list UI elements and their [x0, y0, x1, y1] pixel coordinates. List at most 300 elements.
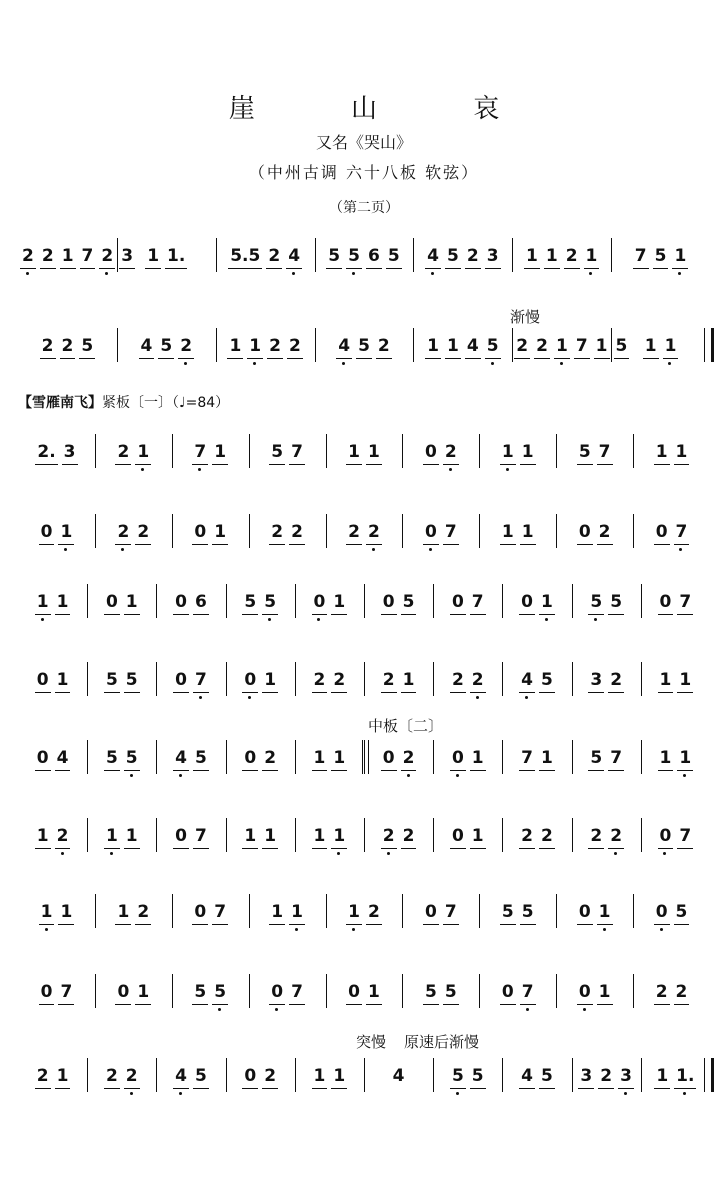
measure — [641, 1066, 710, 1102]
note: 1 — [679, 748, 692, 768]
note: 5 — [328, 246, 341, 266]
note: 1 — [333, 748, 346, 768]
note: 7 — [444, 522, 457, 542]
measure — [556, 522, 633, 558]
note: 2 — [36, 1066, 49, 1086]
note: 1 — [61, 246, 74, 266]
note: 1 — [333, 592, 346, 612]
measure — [18, 1066, 87, 1102]
note: 6 — [367, 246, 380, 266]
measure — [402, 442, 479, 478]
measure — [326, 902, 403, 938]
note: 7 — [521, 982, 534, 1002]
note: 1 — [679, 670, 692, 690]
measure — [295, 748, 364, 784]
measure — [433, 592, 502, 628]
note: 2 — [590, 826, 603, 846]
measure — [249, 522, 326, 558]
note: 0 — [659, 592, 672, 612]
note: 6 — [194, 592, 207, 612]
staff-row — [18, 880, 710, 940]
measure — [326, 522, 403, 558]
note: 1 — [137, 442, 150, 462]
note: 2 — [137, 902, 150, 922]
note: 1. — [167, 246, 186, 266]
measure — [18, 592, 87, 628]
note: 1 — [40, 902, 53, 922]
measure — [87, 592, 156, 628]
note: 1 — [249, 336, 262, 356]
double-bar-line — [362, 740, 369, 774]
measure — [87, 826, 156, 862]
note: 1 — [147, 246, 160, 266]
measure — [249, 982, 326, 1018]
note: 5 — [654, 246, 667, 266]
measure — [572, 592, 641, 628]
measure — [433, 670, 502, 706]
note: 7 — [291, 442, 303, 462]
note: 1 — [585, 246, 598, 266]
note: 0 — [521, 592, 533, 612]
measure — [18, 902, 95, 938]
measure — [502, 592, 571, 628]
note: 5 — [578, 442, 591, 462]
measure — [226, 592, 295, 628]
measure — [216, 246, 315, 282]
note: 3 — [63, 442, 76, 462]
note: 0 — [175, 592, 187, 612]
measure — [433, 748, 502, 784]
note: 1 — [656, 1066, 669, 1086]
note: 1 — [447, 336, 459, 356]
note: 2 — [117, 522, 130, 542]
page-note: （第二页） — [329, 200, 399, 216]
note: 2 — [56, 826, 69, 846]
note: 2 — [117, 442, 130, 462]
note: 0 — [271, 982, 284, 1002]
measure — [556, 442, 633, 478]
note: 2. — [37, 442, 56, 462]
note: 2 — [382, 670, 395, 690]
note: 2 — [137, 522, 150, 542]
note: 1 — [655, 442, 668, 462]
note: 5 — [540, 670, 553, 690]
note: 2 — [565, 246, 578, 266]
measure — [572, 670, 641, 706]
note: 1 — [402, 670, 415, 690]
measure — [95, 902, 172, 938]
note: 5 — [447, 246, 459, 266]
note: 1 — [644, 336, 657, 356]
note: 2 — [41, 246, 54, 266]
note: 2 — [125, 1066, 138, 1086]
note: 7 — [598, 442, 611, 462]
note: 2 — [610, 826, 623, 846]
note: 1 — [105, 826, 118, 846]
note: 2 — [288, 336, 301, 356]
note: 2 — [22, 246, 34, 266]
note: 1 — [664, 336, 677, 356]
measure — [95, 442, 172, 478]
measure — [364, 670, 433, 706]
note: 7 — [214, 902, 227, 922]
note: 5 — [194, 1066, 207, 1086]
note: 1 — [348, 902, 360, 922]
note: 5 — [590, 592, 603, 612]
measure — [87, 1066, 156, 1102]
note: 1 — [674, 246, 687, 266]
note: 1 — [598, 982, 611, 1002]
note: 2 — [264, 1066, 277, 1086]
note: 5 — [125, 670, 138, 690]
note: 1 — [313, 1066, 326, 1086]
note: 2 — [271, 522, 284, 542]
measure — [402, 902, 479, 938]
note: 1 — [214, 442, 227, 462]
staff-row — [18, 500, 710, 560]
note: 0 — [244, 1066, 257, 1086]
measure — [295, 1066, 364, 1102]
staff-row — [18, 960, 710, 1020]
note: 2 — [382, 826, 395, 846]
note: 4 — [338, 336, 351, 356]
measure — [18, 670, 87, 706]
note: 0 — [348, 982, 360, 1002]
note: 1 — [229, 336, 242, 356]
note: 4 — [140, 336, 153, 356]
measure — [315, 246, 414, 282]
note: 7 — [194, 442, 207, 462]
note: 4 — [175, 1066, 187, 1086]
measure — [402, 982, 479, 1018]
note: 5 — [244, 592, 257, 612]
note: 2 — [268, 246, 281, 266]
note: 1 — [333, 1066, 346, 1086]
measure — [18, 336, 117, 372]
note: 4 — [56, 748, 69, 768]
note: 5 — [615, 336, 628, 356]
measure — [502, 1066, 571, 1102]
note: 2 — [675, 982, 688, 1002]
note: 0 — [105, 592, 118, 612]
measure — [172, 522, 249, 558]
note: 0 — [425, 902, 437, 922]
measure — [226, 748, 295, 784]
note: 4 — [521, 1066, 533, 1086]
measure — [611, 336, 710, 372]
note: 2 — [269, 336, 281, 356]
measure — [479, 522, 556, 558]
note: 5 — [521, 902, 534, 922]
note: 5 — [160, 336, 173, 356]
note: 2 — [61, 336, 74, 356]
note: 5 — [81, 336, 94, 356]
note: 2 — [516, 336, 529, 356]
measure — [87, 748, 156, 784]
note: 2 — [313, 670, 326, 690]
note: 1 — [675, 442, 688, 462]
measure — [117, 246, 216, 282]
section-label — [18, 392, 229, 412]
note: 1 — [501, 442, 514, 462]
metronome-mark: （♩=84） — [172, 395, 230, 411]
measure — [512, 246, 611, 282]
note: 1 — [540, 592, 553, 612]
measure — [95, 522, 172, 558]
staff-row — [18, 648, 710, 708]
note: 0 — [36, 670, 49, 690]
measure — [295, 826, 364, 862]
score-subtitle: 又名《哭山》 — [315, 133, 412, 152]
measure — [216, 336, 315, 372]
note: 0 — [425, 522, 437, 542]
measure — [18, 246, 134, 282]
note: 1 — [595, 336, 608, 356]
note: 2 — [264, 748, 277, 768]
note: 1 — [540, 748, 553, 768]
measure — [433, 1066, 502, 1102]
measure — [249, 902, 326, 938]
measure — [572, 748, 641, 784]
note: 1 — [264, 826, 277, 846]
note: 2 — [444, 442, 457, 462]
note: 4 — [288, 246, 301, 266]
note: 2 — [105, 1066, 118, 1086]
note: 1 — [471, 826, 484, 846]
note: 7 — [675, 522, 688, 542]
staff-row — [18, 570, 710, 630]
measure — [641, 826, 710, 862]
note: 5 — [214, 982, 227, 1002]
tempo-zhongban: 中板〔二〕 — [368, 717, 444, 735]
measure — [226, 670, 295, 706]
note: 3 — [620, 1066, 632, 1086]
note: 2 — [521, 826, 533, 846]
note: 5 — [444, 982, 457, 1002]
note: 2 — [367, 902, 380, 922]
measure — [502, 826, 571, 862]
note: 1 — [427, 336, 439, 356]
note: 5 — [194, 748, 207, 768]
note: 2 — [348, 522, 360, 542]
note: 0 — [578, 982, 591, 1002]
measure — [633, 522, 710, 558]
note: 5 — [125, 748, 138, 768]
note: 5 — [675, 902, 688, 922]
note: 2 — [180, 336, 193, 356]
note: 0 — [36, 748, 49, 768]
measure — [226, 826, 295, 862]
note: 0 — [425, 442, 437, 462]
note: 3 — [121, 246, 134, 266]
final-bar-line — [704, 328, 714, 362]
note: 1 — [659, 670, 672, 690]
measure — [117, 336, 216, 372]
measure — [556, 982, 633, 1018]
note: 1 — [367, 982, 380, 1002]
note: 2 — [536, 336, 548, 356]
note: 7 — [679, 826, 692, 846]
note: 1 — [313, 748, 326, 768]
tempo-slowing: 渐慢 — [510, 308, 541, 326]
note: 5 — [590, 748, 603, 768]
note: 0 — [578, 522, 591, 542]
measure — [156, 826, 225, 862]
note: 5 — [540, 1066, 553, 1086]
measure — [326, 982, 403, 1018]
score-title: 崖 山 哀 — [228, 94, 544, 124]
note: 1 — [367, 442, 380, 462]
measure — [18, 522, 95, 558]
measure — [172, 902, 249, 938]
measure — [479, 902, 556, 938]
note: 7 — [81, 246, 94, 266]
note: 0 — [40, 982, 53, 1002]
note: 1 — [521, 442, 534, 462]
note: 4 — [521, 670, 533, 690]
note: 2 — [610, 670, 623, 690]
note: 2 — [377, 336, 390, 356]
measure — [572, 1066, 641, 1102]
measure — [413, 336, 512, 372]
measure — [402, 522, 479, 558]
measure — [572, 826, 641, 862]
note: 0 — [382, 748, 395, 768]
note: 5 — [451, 1066, 464, 1086]
note: 5 — [387, 246, 400, 266]
note: 1 — [56, 670, 69, 690]
note: 0 — [655, 902, 668, 922]
note: 4 — [427, 246, 439, 266]
note: 0 — [451, 826, 464, 846]
note: 0 — [175, 826, 187, 846]
note: 7 — [679, 592, 692, 612]
measure — [611, 246, 710, 282]
note: 2 — [367, 522, 380, 542]
measure — [156, 592, 225, 628]
note: 5 — [402, 592, 415, 612]
note: 7 — [60, 982, 73, 1002]
note: 5 — [105, 748, 118, 768]
measure — [295, 592, 364, 628]
note: 1 — [333, 826, 346, 846]
note: 7 — [610, 748, 623, 768]
measure — [641, 592, 710, 628]
note: 7 — [194, 670, 207, 690]
measure — [364, 1066, 433, 1102]
note: 1 — [555, 336, 568, 356]
measure — [172, 982, 249, 1018]
note: 1 — [526, 246, 538, 266]
note: 1 — [214, 522, 227, 542]
staff-row — [18, 224, 710, 284]
measure — [18, 826, 87, 862]
measure — [87, 670, 156, 706]
measure — [364, 748, 433, 784]
measure — [156, 670, 225, 706]
measure — [295, 670, 364, 706]
note: 0 — [175, 670, 187, 690]
measure — [326, 442, 403, 478]
note: 1 — [271, 902, 284, 922]
staff-row — [18, 726, 710, 786]
note: 0 — [244, 748, 257, 768]
note: 2 — [600, 1066, 613, 1086]
note: 5 — [425, 982, 437, 1002]
section-name: 【雪雁南飞】 — [18, 395, 102, 411]
measure — [226, 1066, 295, 1102]
note: 1 — [291, 902, 303, 922]
note: 2 — [41, 336, 54, 356]
note: 5 — [194, 982, 207, 1002]
measure — [364, 826, 433, 862]
staff-row — [18, 1044, 710, 1104]
note: 5 — [358, 336, 370, 356]
note: 5 — [610, 592, 623, 612]
note: 0 — [194, 902, 207, 922]
measure — [156, 1066, 225, 1102]
measure — [479, 982, 556, 1018]
note: 0 — [382, 592, 395, 612]
note: 7 — [575, 336, 588, 356]
measure — [18, 442, 95, 478]
measure — [633, 442, 710, 478]
measure — [95, 982, 172, 1018]
note: 1 — [36, 826, 49, 846]
score-meta: （中州古调 六十八板 软弦） — [248, 163, 480, 182]
note: 7 — [471, 592, 484, 612]
staff-row — [18, 804, 710, 864]
note: 1 — [545, 246, 558, 266]
note: 4 — [466, 336, 479, 356]
tempo-sudden-slow: 突慢 — [356, 1033, 387, 1051]
note: 2 — [101, 246, 114, 266]
note: 1. — [676, 1066, 695, 1086]
measure — [156, 748, 225, 784]
measure — [502, 748, 571, 784]
note: 5 — [486, 336, 499, 356]
note: 2 — [333, 670, 346, 690]
note: 1 — [60, 902, 73, 922]
measure — [633, 982, 710, 1018]
measure — [479, 442, 556, 478]
measure — [18, 982, 95, 1018]
note: 4 — [175, 748, 187, 768]
note: 5 — [471, 1066, 484, 1086]
measure — [315, 336, 414, 372]
note: 0 — [244, 670, 257, 690]
note: 1 — [56, 1066, 69, 1086]
note: 1 — [521, 522, 534, 542]
measure — [556, 902, 633, 938]
note: 1 — [60, 522, 73, 542]
note: 5.5 — [230, 246, 261, 266]
note: 1 — [348, 442, 360, 462]
measure — [18, 748, 87, 784]
note: 1 — [244, 826, 257, 846]
staff-row — [18, 420, 710, 480]
note: 1 — [137, 982, 150, 1002]
note: 2 — [471, 670, 484, 690]
note: 5 — [501, 902, 514, 922]
measure — [413, 246, 512, 282]
note: 7 — [291, 982, 303, 1002]
note: 1 — [264, 670, 277, 690]
note: 5 — [105, 670, 118, 690]
measure — [364, 592, 433, 628]
note: 2 — [540, 826, 553, 846]
note: 0 — [655, 522, 668, 542]
